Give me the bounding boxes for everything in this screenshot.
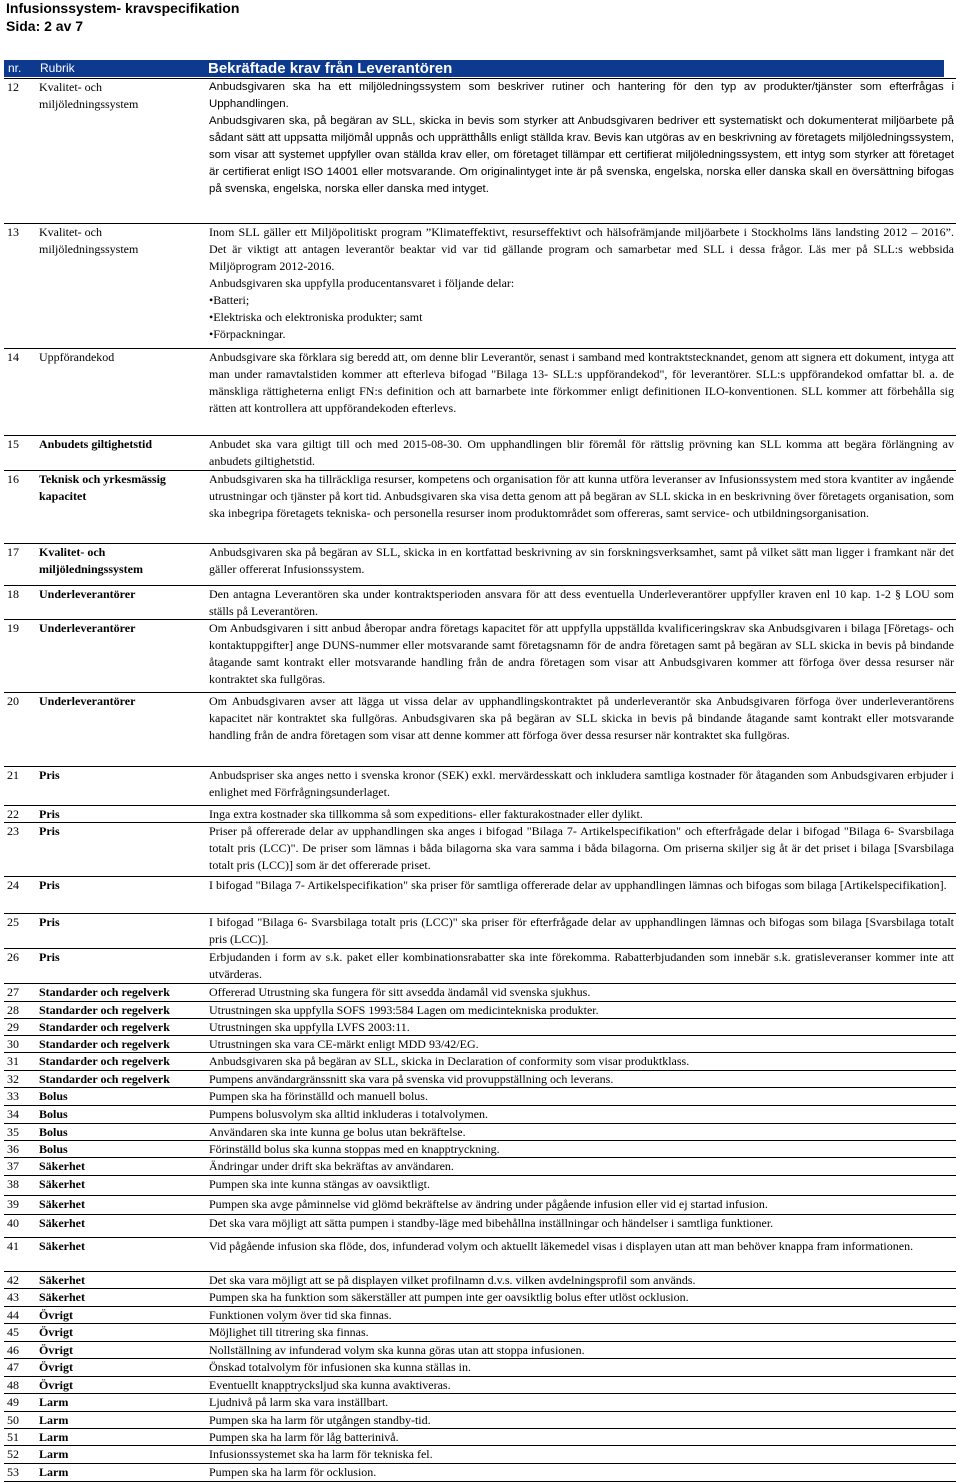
table-row [4, 766, 956, 806]
row-rubrik: Kvalitet- och miljöledningssystem [39, 225, 139, 256]
table-row [4, 1052, 956, 1071]
row-rubrik: Underleverantörer [39, 621, 136, 635]
page-indicator: Sida: 2 av 7 [6, 18, 84, 34]
table-row [4, 1195, 956, 1215]
row-requirement [209, 1053, 954, 1070]
table-row [4, 805, 956, 823]
table-row [4, 1358, 956, 1377]
table-row [4, 1105, 956, 1124]
row-requirement [209, 1176, 954, 1193]
row-rubrik: Larm [39, 1430, 69, 1444]
table-row [4, 1323, 956, 1342]
requirement-paragraph: Anbudet ska vara giltigt till och med 2015-08-30. Om upphandlingen blir föremål för rättslig prövning kan SLL komma att begära förlängning av anbudets giltighetstid. [209, 437, 954, 468]
requirement-paragraph: Ändringar under drift ska bekräftas av användaren. [209, 1159, 454, 1173]
row-rubrik: Underleverantörer [39, 694, 136, 708]
row-rubrik: Säkerhet [39, 1290, 85, 1304]
requirement-paragraph: Infusionssystemet ska ha larm för tekniska fel. [209, 1447, 433, 1461]
row-number: 21 [7, 768, 19, 782]
row-number: 48 [7, 1378, 19, 1392]
row-requirement [209, 984, 954, 1001]
requirement-paragraph: Pumpen ska ha förinställd och manuell bolus. [209, 1089, 428, 1103]
row-requirement [209, 1215, 954, 1232]
requirement-paragraph: Funktionen volym över tid ska finnas. [209, 1308, 392, 1322]
table-row [4, 223, 956, 349]
requirement-paragraph: Pumpen ska avge påminnelse vid glömd bekräftelse av ändring under pågående infusion eller vid ej startad infusion. [209, 1197, 768, 1211]
table-row [4, 1070, 956, 1088]
table-row [4, 1271, 956, 1289]
table-row [4, 692, 956, 767]
row-rubrik: Larm [39, 1395, 69, 1409]
row-number: 50 [7, 1413, 19, 1427]
row-rubrik: Övrigt [39, 1325, 73, 1339]
row-requirement [209, 806, 954, 823]
requirement-paragraph: Anbudsgivaren ska ha ett miljöledningssystem som beskriver rutiner och hantering för den typ av produkter/tjänster som efterfrågas i Upphandlingen. [209, 81, 954, 110]
row-requirement [209, 224, 954, 343]
requirement-paragraph: Eventuellt knapptryckslјud ska kunna avaktiveras. [209, 1378, 451, 1392]
bullet-item: •Förpackningar. [209, 327, 286, 341]
bullet-item: •Elektriska och elektroniska produkter; samt [209, 310, 423, 324]
requirement-paragraph: Utrustningen ska uppfylla LVFS 2003:11. [209, 1020, 410, 1034]
row-requirement [209, 349, 954, 417]
requirement-paragraph: Pumpen ska ha funktion som säkerställer att pumpen inte ger oavsiktlig bolus efter utlöst ocklusion. [209, 1290, 689, 1304]
table-row [4, 1463, 956, 1482]
row-number: 38 [7, 1177, 19, 1191]
row-number: 12 [7, 80, 19, 94]
row-number: 16 [7, 472, 19, 486]
table-row [4, 948, 956, 984]
row-rubrik: Pris [39, 950, 60, 964]
row-requirement [209, 1272, 954, 1289]
table-row [4, 348, 956, 436]
table-row [4, 470, 956, 544]
row-number: 17 [7, 545, 19, 559]
row-number: 20 [7, 694, 19, 708]
requirement-paragraph: Offererad Utrustning ska fungera för sitt avsedda ändamål vid svenska sjukhus. [209, 985, 591, 999]
row-requirement [209, 1429, 954, 1446]
table-row [4, 1175, 956, 1196]
row-requirement [209, 1088, 954, 1105]
requirement-paragraph: Den antagna Leverantören ska under kontraktsperioden ansvara för att dess eventuella Underleverantörer uppfyller kraven enl 10 kap. 1-2 § LOU som ställs på Leverantören. [209, 587, 954, 618]
column-header-krav: Bekräftade krav från Leverantören [208, 60, 453, 77]
table-bottom-border [4, 1481, 956, 1482]
row-rubrik: Underleverantörer [39, 587, 136, 601]
row-requirement [209, 949, 954, 983]
row-number: 22 [7, 807, 19, 821]
row-number: 47 [7, 1360, 19, 1374]
row-number: 13 [7, 225, 19, 239]
row-requirement [209, 1238, 954, 1255]
table-row [4, 913, 956, 949]
requirement-paragraph: Anbudsgivaren ska ha tillräckliga resurser, kompetens och organisation för att kunna utföra leveranser av Infusionssystem med stora kvantiter av ingående utrustningar och tjänster på kort tid. Anbudsgivaren ska visa detta genom att på begäran av SLL skicka in en beskrivning över företagets organisation, som ska inbegripa företagets tekniska- och personella resurser inom produktområdet som offereras, samt service- och utbildningsorganisation. [209, 472, 954, 520]
requirement-paragraph: Anbudsgivaren ska på begäran av SLL, skicka in Declaration of conformity som visar produktklass. [209, 1054, 690, 1068]
row-rubrik: Övrigt [39, 1308, 73, 1322]
row-requirement [209, 1377, 954, 1394]
row-requirement [209, 1036, 954, 1053]
row-requirement [209, 1464, 954, 1481]
row-number: 49 [7, 1395, 19, 1409]
row-rubrik: Kvalitet- och miljöledningssystem [39, 80, 139, 111]
row-number: 46 [7, 1343, 19, 1357]
table-row [4, 619, 956, 693]
requirement-paragraph: Pumpens användargränssnitt ska vara på svenska vid provuppställning och leverans. [209, 1072, 614, 1086]
requirement-paragraph: Pumpen ska inte kunna stängas av oavsiktligt. [209, 1177, 430, 1191]
row-number: 30 [7, 1037, 19, 1051]
row-rubrik: Larm [39, 1465, 69, 1479]
row-requirement [209, 1071, 954, 1088]
table-row [4, 822, 956, 877]
row-requirement [209, 1019, 954, 1036]
row-requirement [209, 471, 954, 522]
row-rubrik: Anbudets giltighetstid [39, 437, 153, 451]
document-title: Infusionssystem- kravspecifikation [6, 0, 240, 16]
requirement-paragraph: Vid pågående infusion ska flöde, dos, infunderad volym och aktuellt läkemedel visas i displayen utan att man behöver knappa fram informationen. [209, 1239, 914, 1253]
row-rubrik: Säkerhet [39, 1273, 85, 1287]
row-rubrik: Säkerhet [39, 1177, 85, 1191]
row-requirement [209, 586, 954, 620]
row-rubrik: Standarder och regelverk [39, 1003, 170, 1017]
row-number: 45 [7, 1325, 19, 1339]
row-requirement [209, 914, 954, 948]
requirement-paragraph: Pumpens bolusvolym ska alltid inkluderas i totalvolymen. [209, 1107, 488, 1121]
row-number: 32 [7, 1072, 19, 1086]
row-requirement [209, 1412, 954, 1429]
table-row [4, 1341, 956, 1359]
row-number: 23 [7, 824, 19, 838]
requirement-paragraph: Möjlighet till titrering ska finnas. [209, 1325, 369, 1339]
row-requirement [209, 1289, 954, 1306]
row-requirement [209, 1002, 954, 1019]
row-requirement [209, 544, 954, 578]
requirement-paragraph: Inga extra kostnader ska tillkomma så som expeditions- eller fakturakostnader eller dylikt. [209, 807, 643, 821]
row-requirement [209, 1359, 954, 1376]
requirement-paragraph: Ljudnivå på larm ska vara inställbart. [209, 1395, 389, 1409]
requirement-paragraph: Om Anbudsgivaren i sitt anbud åberopar andra företags kapacitet för att uppfylla uppställda kvalificeringskrav ska Anbudsgivaren i bilaga [Företags- och kontaktuppgifter] ange DUNS-nummer eller motsvarande samt företagsnamn för de andra företagen samt på begäran av SLL skicka in bevis på bindande åtagande samt kontrakt eller motsvarande handling från de andra företagen som visar att Anbudsgivaren kommer att förfoga över dessa resurser när kontraktet ska fullgöras. [209, 621, 954, 686]
table-row [4, 1428, 956, 1446]
row-requirement [209, 436, 954, 470]
row-rubrik: Övrigt [39, 1378, 73, 1392]
requirement-paragraph: Anbudsgivare ska förklara sig beredd att, om denne blir Leverantör, senast i samband med kontraktstecknandet, genom att signera ett dokument, intyga att man under ramavtalstiden kommer att efterleva bifogad "Bilaga 13- SLL:s uppförandekod", för leverantörer. SLL:s uppförandekod omfattar bl. a. de mänskliga rättigheterna enligt FN:s definition och att barnarbete inte förkommer enligt definitionen ILO-konventionen. SLL kommer att förbehålla sig rätten att kontrollera att uppförandekoden efterlevs. [209, 350, 954, 415]
row-requirement [209, 1196, 954, 1213]
table-row [4, 1001, 956, 1019]
row-rubrik: Larm [39, 1413, 69, 1427]
table-row [4, 1018, 956, 1036]
row-number: 28 [7, 1003, 19, 1017]
row-number: 53 [7, 1465, 19, 1479]
row-requirement [209, 1158, 954, 1175]
requirement-paragraph: Pumpen ska ha larm för ocklusion. [209, 1465, 377, 1479]
row-number: 37 [7, 1159, 19, 1173]
row-number: 51 [7, 1430, 19, 1444]
row-rubrik: Pris [39, 878, 60, 892]
row-number: 52 [7, 1447, 19, 1461]
row-requirement [209, 1307, 954, 1324]
requirement-paragraph: Utrustningen ska vara CE-märkt enligt MDD 93/42/EG. [209, 1037, 479, 1051]
row-number: 44 [7, 1308, 19, 1322]
row-number: 36 [7, 1142, 19, 1156]
row-requirement [209, 693, 954, 744]
table-row [4, 1376, 956, 1394]
row-number: 40 [7, 1216, 19, 1230]
row-requirement [209, 1324, 954, 1341]
table-row [4, 543, 956, 586]
row-number: 31 [7, 1054, 19, 1068]
row-rubrik: Standarder och regelverk [39, 1020, 170, 1034]
row-number: 34 [7, 1107, 19, 1121]
requirement-paragraph: Pumpen ska ha larm för utgången standby-tid. [209, 1413, 431, 1427]
table-row [4, 1035, 956, 1053]
requirement-paragraph: Det ska vara möjligt att se på displayen vilket profilnamn d.v.s. vilken avdelningsprofil som används. [209, 1273, 696, 1287]
row-requirement [209, 1342, 954, 1359]
row-rubrik: Standarder och regelverk [39, 1072, 170, 1086]
row-number: 25 [7, 915, 19, 929]
requirement-paragraph: Förinställd bolus ska kunna stoppas med en knapptryckning. [209, 1142, 500, 1156]
row-number: 43 [7, 1290, 19, 1304]
row-rubrik: Teknisk och yrkesmässig kapacitet [39, 472, 166, 503]
row-rubrik: Uppförandekod [39, 350, 115, 364]
row-number: 24 [7, 878, 19, 892]
requirement-paragraph: Anbudsgivaren ska, på begäran av SLL, skicka in bevis som styrker att Anbudsgivaren bedriver ett systematiskt och dokumenterat miljöarbete på sådant sätt att uppsatta miljömål uppnås och upprätthålls enligt ställda krav. Bevis kan utgöras av en beskrivning av företagets miljöledningssystem, som visar att systemet uppfyller ovan ställda krav eller, om företaget tillämpar ett certifierat miljöledningssystem, ett intyg som styrker att företaget är certifierat enligt ISO 14001 eller motsvarande. Om originalintyget inte är på svenska, engelska, norska eller danska skall en översättning bifogas på svenska, engelska, norska eller danska med intyget. [209, 115, 954, 195]
requirement-paragraph: Anbudsgivaren ska uppfylla producentansvaret i följande delar: [209, 276, 515, 290]
requirement-paragraph: Pumpen ska ha larm för låg batterinivå. [209, 1430, 399, 1444]
table-row [4, 585, 956, 620]
table-row [4, 1393, 956, 1412]
row-requirement [209, 1141, 954, 1158]
row-rubrik: Bolus [39, 1107, 68, 1121]
row-rubrik: Pris [39, 824, 60, 838]
row-number: 35 [7, 1125, 19, 1139]
table-row [4, 435, 956, 471]
row-rubrik: Bolus [39, 1125, 68, 1139]
requirement-paragraph: Inom SLL gäller ett Miljöpolitiskt program ”Klimateffektivt, resurseffektivt och hälsofrämjande miljöarbete i Stockholms läns landsting 2012 – 2016”. Det är viktigt att antagen leverantör beaktar vid var tid gällande program och samarbetar med SLL i dessa frågor. Läs mer på SLL:s webbsida Miljöprogram 2012-2016. [209, 225, 954, 273]
table-row [4, 1411, 956, 1429]
row-rubrik: Övrigt [39, 1360, 73, 1374]
row-requirement [209, 620, 954, 688]
requirement-paragraph: Anbudsgivaren ska på begäran av SLL, skicka in en kortfattad beskrivning av sin forskningsverksamhet, samt på vilket sätt man ligger i framkant när det gäller offererat Infusionssystem. [209, 545, 954, 576]
requirement-paragraph: I bifogad "Bilaga 7- Artikelspecifikation" ska priser för samtliga offererade delar av upphandlingen lämnas och bifogas som bilaga [Artikelspecifikation]. [209, 878, 947, 892]
table-row [4, 1237, 956, 1272]
row-number: 41 [7, 1239, 19, 1253]
row-rubrik: Säkerhet [39, 1216, 85, 1230]
requirement-paragraph: I bifogad "Bilaga 6- Svarsbilaga totalt pris (LCC)" ska priser för efterfrågade delar av upphandlingen lämnas och bifogas som bilaga [Svarsbilaga totalt pris (LCC)]. [209, 915, 954, 946]
table-row [4, 1306, 956, 1324]
table-row [4, 1157, 956, 1176]
requirement-paragraph: Anbudspriser ska anges netto i svenska kronor (SEK) exkl. mervärdesskatt och inkludera samtliga kostnader för åtaganden som Anbudsgivaren erbjuder i enlighet med Förfrågningsunderlaget. [209, 768, 954, 799]
row-requirement [209, 79, 954, 198]
row-rubrik: Bolus [39, 1089, 68, 1103]
row-number: 39 [7, 1197, 19, 1211]
row-rubrik: Standarder och regelverk [39, 1037, 170, 1051]
row-rubrik: Pris [39, 768, 60, 782]
table-row [4, 876, 956, 914]
row-number: 19 [7, 621, 19, 635]
requirement-paragraph: Nollställning av infunderad volym ska kunna göras utan att stoppa infusionen. [209, 1343, 585, 1357]
row-rubrik: Övrigt [39, 1343, 73, 1357]
requirement-paragraph: Om Anbudsgivaren avser att lägga ut vissa delar av upphandlingskontraktet på underleverantör ska Anbudsgivaren förfoga över underleverantörens kapacitet när kontraktet ska fullgöras. Anbudsgivaren ska på begäran av SLL skicka in bevis på bindande åtagande samt kontrakt eller motsvarande handling från de andra företagen som visar att denne kommer att förfoga över dessa resurser när kontraktet ska fullgöras. [209, 694, 954, 742]
row-number: 15 [7, 437, 19, 451]
row-number: 42 [7, 1273, 19, 1287]
requirement-paragraph: Erbjudanden i form av s.k. paket eller kombinationsrabatter ska inte förekomma. Rabatterbjudanden som innebär s.k. gratisleveranser kommer inte att utvärderas. [209, 950, 954, 981]
row-rubrik: Bolus [39, 1142, 68, 1156]
requirement-paragraph: Priser på offererade delar av upphandlingen ska anges i bifogad "Bilaga 7- Artikelspecifikation" och efterfrågade delar i bifogad "Bilaga 6- Svarsbilaga totalt pris (LCC)". De priser som lämnas i båda bilagorna ska vara samma i båda bilagorna. Om priserna skiljer sig åt är det priset i bilaga [Svarsbilaga totalt pris (LCC)] som är det offererade priset. [209, 824, 954, 872]
row-requirement [209, 1394, 954, 1411]
row-rubrik: Kvalitet- och miljöledningssystem [39, 545, 144, 576]
row-rubrik: Pris [39, 807, 60, 821]
row-rubrik: Säkerhet [39, 1239, 85, 1253]
row-number: 29 [7, 1020, 19, 1034]
row-number: 26 [7, 950, 19, 964]
row-number: 27 [7, 985, 19, 999]
table-row [4, 1288, 956, 1307]
row-number: 33 [7, 1089, 19, 1103]
requirement-paragraph: Det ska vara möjligt att sätta pumpen i standby-läge med bibehållna inställningar och händelser i samtliga funktioner. [209, 1216, 774, 1230]
row-rubrik: Standarder och regelverk [39, 1054, 170, 1068]
row-number: 18 [7, 587, 19, 601]
row-rubrik: Larm [39, 1447, 69, 1461]
row-requirement [209, 1106, 954, 1123]
column-header-nr: nr. [8, 61, 22, 75]
row-number: 14 [7, 350, 19, 364]
row-requirement [209, 767, 954, 801]
row-requirement [209, 877, 954, 894]
table-row [4, 78, 956, 224]
table-row [4, 1123, 956, 1141]
table-row [4, 1445, 956, 1464]
table-row [4, 983, 956, 1002]
requirement-paragraph: Användaren ska inte kunna ge bolus utan bekräftelse. [209, 1125, 466, 1139]
table-header [4, 60, 944, 77]
requirement-paragraph: Utrustningen ska uppfylla SOFS 1993:584 Lagen om medicintekniska produkter. [209, 1003, 599, 1017]
column-header-rubrik: Rubrik [40, 61, 75, 75]
table-row [4, 1087, 956, 1106]
table-row [4, 1214, 956, 1238]
table-row [4, 1140, 956, 1158]
requirement-paragraph: Önskad totalvolym för infusionen ska kunna ställas in. [209, 1360, 471, 1374]
row-rubrik: Säkerhet [39, 1159, 85, 1173]
row-rubrik: Standarder och regelverk [39, 985, 170, 999]
row-requirement [209, 1124, 954, 1141]
bullet-item: •Batteri; [209, 293, 250, 307]
row-rubrik: Säkerhet [39, 1197, 85, 1211]
row-requirement [209, 823, 954, 874]
row-rubrik: Pris [39, 915, 60, 929]
row-requirement [209, 1446, 954, 1463]
